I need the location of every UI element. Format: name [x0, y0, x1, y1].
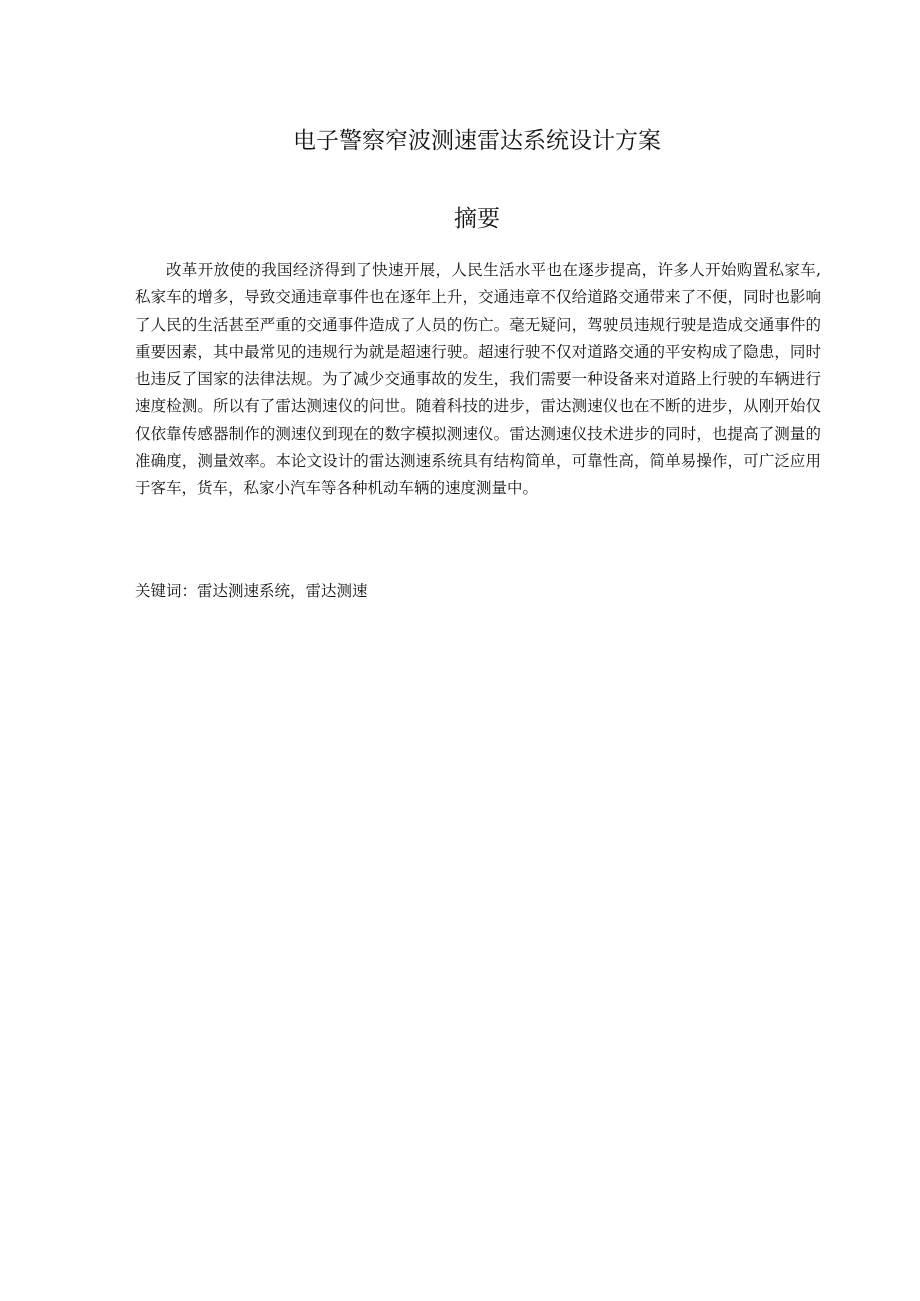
abstract-heading: 摘要	[454, 206, 500, 232]
keywords-line: 关键词：雷达测速系统，雷达测速	[135, 582, 368, 600]
abstract-paragraph: 改革开放使的我国经济得到了快速开展，人民生活水平也在逐步提高，许多人开始购置私家车,私家车的增多，导致交通违章事件也在逐年上升，交通违章不仅给道路交通带来了不便，同时也影响了人民的生活甚至严重的交通事件造成了人员的伤亡。毫无疑问，驾驶员违规行驶是造成交通事件的重要因素，其中最常见的违规行为就是超速行驶。超速行驶不仅对道路交通的平安构成了隐患，同时也违反了国家的法律法规。为了减少交通事故的发生，我们需要一种设备来对道路上行驶的车辆进行速度检测。所以有了雷达测速仪的问世。随着科技的进步，雷达测速仪也在不断的进步，从刚开始仅仅依靠传感器制作的测速仪到现在的数字模拟测速仪。雷达测速仪技术进步的同时，也提高了测量的准确度，测量效率。本论文设计的雷达测速系统具有结构简单，可靠性高，简单易操作，可广泛应用于客车，货车，私家小汽车等各种机动车辆的速度测量中。	[135, 261, 821, 498]
document-title: 电子警察窄波测速雷达系统设计方案	[293, 128, 661, 154]
